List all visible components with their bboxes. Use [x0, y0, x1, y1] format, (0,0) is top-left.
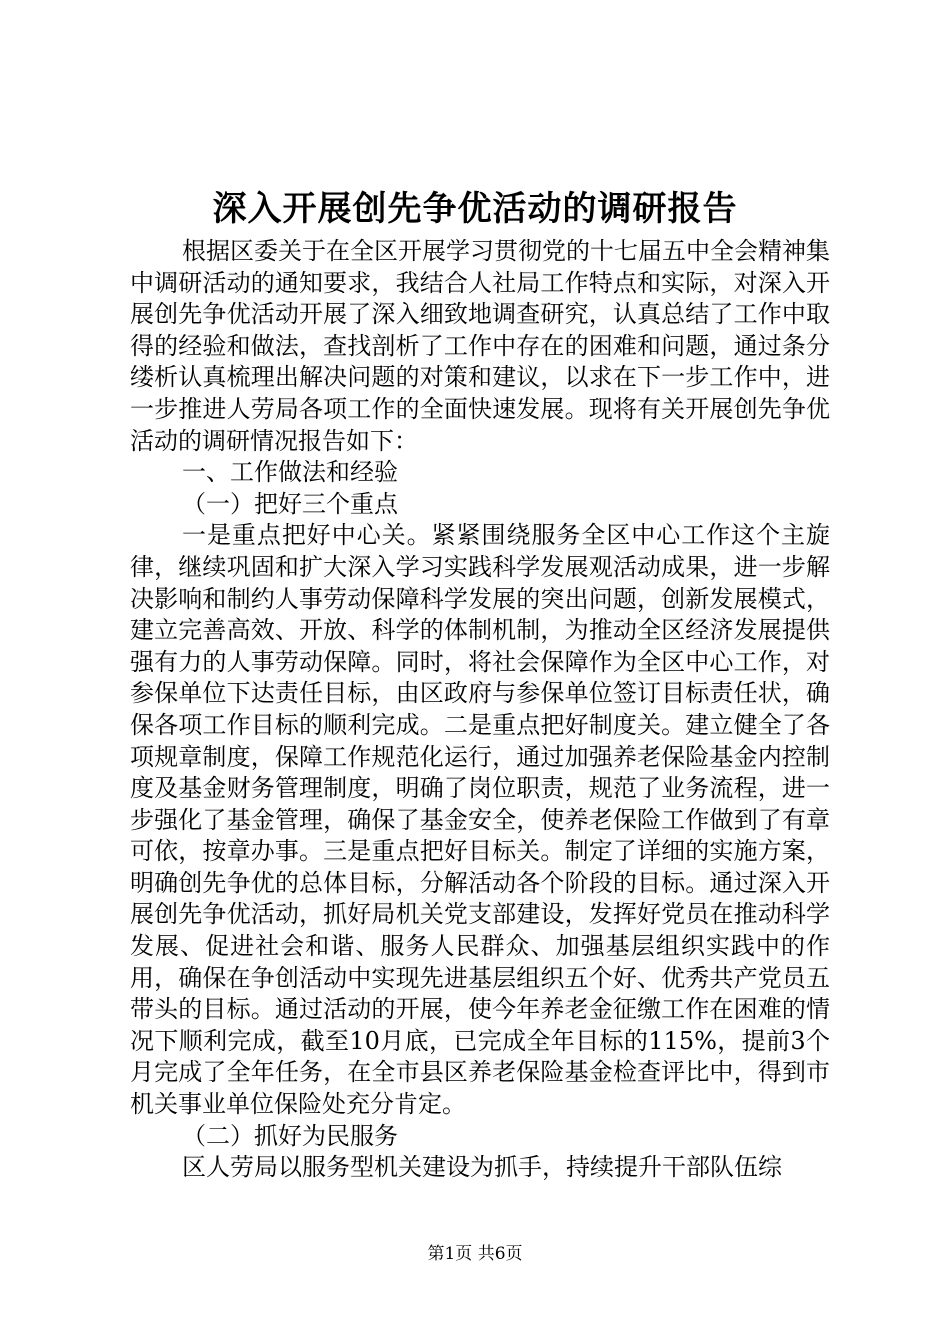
intro-paragraph: 根据区委关于在全区开展学习贯彻党的十七届五中全会精神集中调研活动的通知要求，我结合人社局工作特点和实际，对深入开展创先争优活动开展了深入细致地调查研究，认真总结了工作中取得的经验和做法，查找剖析了工作中存在的困难和问题，通过条分缕析认真梳理出解决问题的对策和建议，以求在下一步工作中，进一步推进人劳局各项工作的全面快速发展。现将有关开展创先争优活动的调研情况报告如下：	[130, 237, 830, 455]
document-title: 深入开展创先争优活动的调研报告	[212, 189, 738, 229]
section-heading-1: 一、工作做法和经验	[182, 458, 398, 487]
subsection-heading-2: （二）抓好为民服务	[182, 1121, 398, 1150]
page-footer: 第1页 共6页	[427, 1244, 523, 1264]
document-body	[130, 236, 830, 1184]
body-paragraph-2: 区人劳局以服务型机关建设为抓手，持续提升干部队伍综	[182, 1153, 782, 1182]
subsection-heading-1: （一）把好三个重点	[182, 489, 398, 518]
body-paragraph-1: 一是重点把好中心关。紧紧围绕服务全区中心工作这个主旋律，继续巩固和扩大深入学习实践科学发展观活动成果，进一步解决影响和制约人事劳动保障科学发展的突出问题，创新发展模式，建立完善高效、开放、科学的体制机制，为推动全区经济发展提供强有力的人事劳动保障。同时，将社会保障作为全区中心工作，对参保单位下达责任目标，由区政府与参保单位签订目标责任状，确保各项工作目标的顺利完成。二是重点把好制度关。建立健全了各项规章制度，保障工作规范化运行，通过加强养老保险基金内控制度及基金财务管理制度，明确了岗位职责，规范了业务流程，进一步强化了基金管理，确保了基金安全，使养老保险工作做到了有章可依，按章办事。三是重点把好目标关。制定了详细的实施方案，明确创先争优的总体目标，分解活动各个阶段的目标。通过深入开展创先争优活动，抓好局机关党支部建设，发挥好党员在推动科学发展、促进社会和谐、服务人民群众、加强基层组织实践中的作用，确保在争创活动中实现先进基层组织五个好、优秀共产党员五带头的目标。通过活动的开展，使今年养老金征缴工作在困难的情况下顺利完成，截至10月底，已完成全年目标的115%，提前3个月完成了全年任务，在全市县区养老保险基金检查评比中，得到市机关事业单位保险处充分肯定。	[130, 521, 830, 1119]
